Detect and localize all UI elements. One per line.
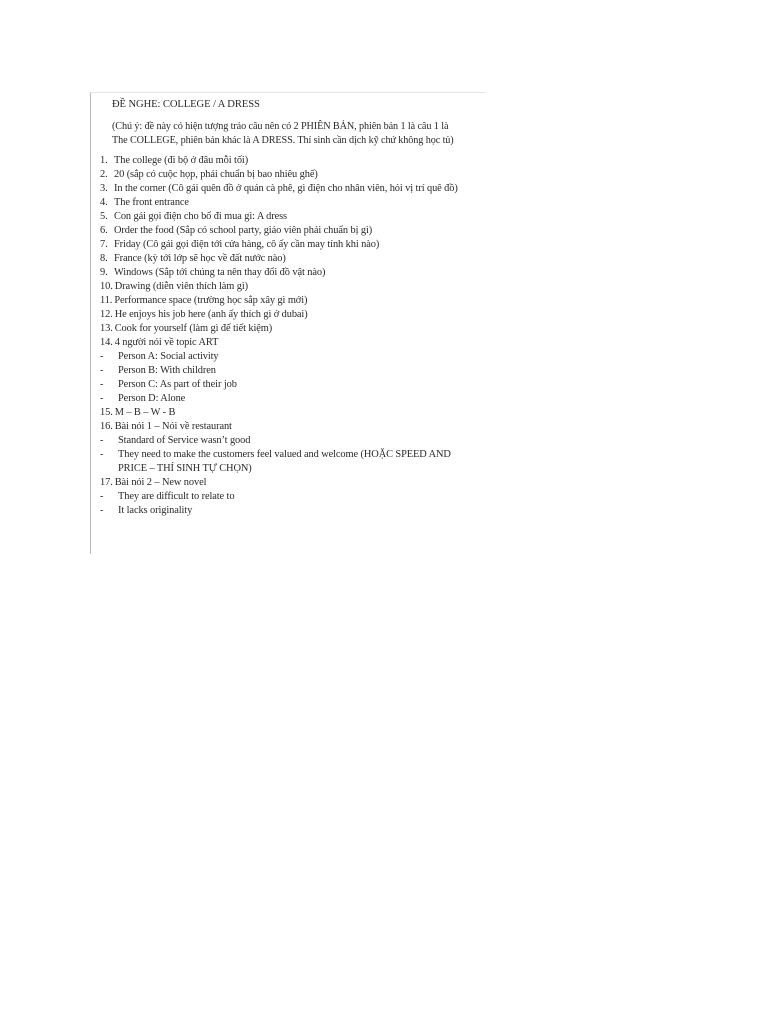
document-note: (Chú ý: đề này có hiện tượng tráo câu nên có 2 PHIÊN BẢN, phiên bản 1 là câu 1 là The COLLEGE, phiên bản khác là A DRESS. Thí sinh cần dịch kỹ chứ không học tủ) (112, 121, 454, 146)
item-text: The front entrance (114, 197, 189, 208)
point-item (100, 504, 480, 518)
item-number: 1. (100, 155, 108, 166)
person-item (100, 350, 480, 364)
list-item (100, 224, 480, 238)
item-text: M – B – W - B (114, 407, 176, 418)
person-text: Person B: With children (118, 365, 216, 376)
item-text: 4 người nói về topic ART (114, 337, 219, 348)
item-text: Cook for yourself (làm gì để tiết kiệm) (114, 323, 273, 334)
person-text: Person A: Social activity (118, 351, 219, 362)
item-text: The college (đi bộ ở đâu mỗi tối) (114, 155, 249, 166)
point-text: They need to make the customers feel valued and welcome (HOẶC SPEED AND PRICE – THÍ SINH TỰ CHỌN) (118, 449, 451, 474)
list-item (100, 406, 480, 420)
dash-bullet: - (100, 379, 104, 390)
document-frame (90, 92, 486, 554)
list-item (100, 196, 480, 210)
item-text: Performance space (trường học sắp xây gì mới) (114, 295, 308, 306)
item-number: 17. (100, 477, 113, 488)
dash-bullet: - (100, 365, 104, 376)
list-item (100, 336, 480, 350)
list-item (100, 168, 480, 182)
list-item (100, 280, 480, 294)
list-item (100, 420, 480, 434)
list-item (100, 294, 480, 308)
list-item (100, 154, 480, 168)
dash-bullet: - (100, 449, 104, 460)
list-item (100, 476, 480, 490)
point-text: Standard of Service wasn’t good (118, 435, 251, 446)
person-text: Person C: As part of their job (118, 379, 237, 390)
document-title: ĐỀ NGHE: COLLEGE / A DRESS (112, 99, 260, 110)
item-number: 11. (100, 295, 113, 306)
item-number: 13. (100, 323, 113, 334)
item-text: Bài nói 2 – New novel (114, 477, 207, 488)
left-margin-rule (90, 92, 91, 554)
item-text: Drawing (diễn viên thích làm gì) (114, 281, 248, 292)
dash-bullet: - (100, 491, 104, 502)
dash-bullet: - (100, 505, 104, 516)
item-text: 20 (sắp có cuộc họp, phải chuẩn bị bao nhiêu ghế) (114, 169, 318, 180)
item-number: 5. (100, 211, 108, 222)
document-content (100, 98, 480, 518)
item-number: 9. (100, 267, 108, 278)
item-text: Windows (Sắp tới chúng ta nên thay đổi đồ vật nào) (114, 267, 326, 278)
item-text: He enjoys his job here (anh ấy thích gì ở dubai) (114, 309, 308, 320)
item-text: In the corner (Cô gái quên đồ ở quán cà phê, gì điện cho nhân viên, hỏi vị trí quê đồ) (114, 183, 458, 194)
list-item (100, 266, 480, 280)
list-item (100, 322, 480, 336)
item-number: 15. (100, 407, 113, 418)
dash-bullet: - (100, 351, 104, 362)
item-number: 16. (100, 421, 113, 432)
point-item (100, 490, 480, 504)
item-number: 4. (100, 197, 108, 208)
point-item (100, 434, 480, 448)
list-item (100, 182, 480, 196)
item-number: 14. (100, 337, 113, 348)
point-text: It lacks originality (118, 505, 193, 516)
item-text: Bài nói 1 – Nói về restaurant (114, 421, 232, 432)
point-item (100, 448, 480, 476)
item-text: Con gái gọi điện cho bố đi mua gì: A dress (114, 211, 288, 222)
item-number: 3. (100, 183, 108, 194)
list-item (100, 238, 480, 252)
dash-bullet: - (100, 393, 104, 404)
top-margin-rule (90, 92, 486, 93)
person-item (100, 392, 480, 406)
item-number: 8. (100, 253, 108, 264)
list-item (100, 210, 480, 224)
item-text: Order the food (Sắp có school party, giáo viên phải chuẩn bị gì) (114, 225, 373, 236)
item-number: 10. (100, 281, 113, 292)
item-number: 7. (100, 239, 108, 250)
item-number: 2. (100, 169, 108, 180)
person-text: Person D: Alone (118, 393, 186, 404)
item-number: 12. (100, 309, 113, 320)
item-text: Friday (Cô gái gọi điện tới cửa hàng, cô ấy cần may tính khi nào) (114, 239, 380, 250)
item-number: 6. (100, 225, 108, 236)
list-item (100, 252, 480, 266)
point-text: They are difficult to relate to (118, 491, 235, 502)
item-text: France (kỳ tới lớp sẽ học về đất nước nào) (114, 253, 286, 264)
person-item (100, 378, 480, 392)
dash-bullet: - (100, 435, 104, 446)
person-item (100, 364, 480, 378)
list-item (100, 308, 480, 322)
